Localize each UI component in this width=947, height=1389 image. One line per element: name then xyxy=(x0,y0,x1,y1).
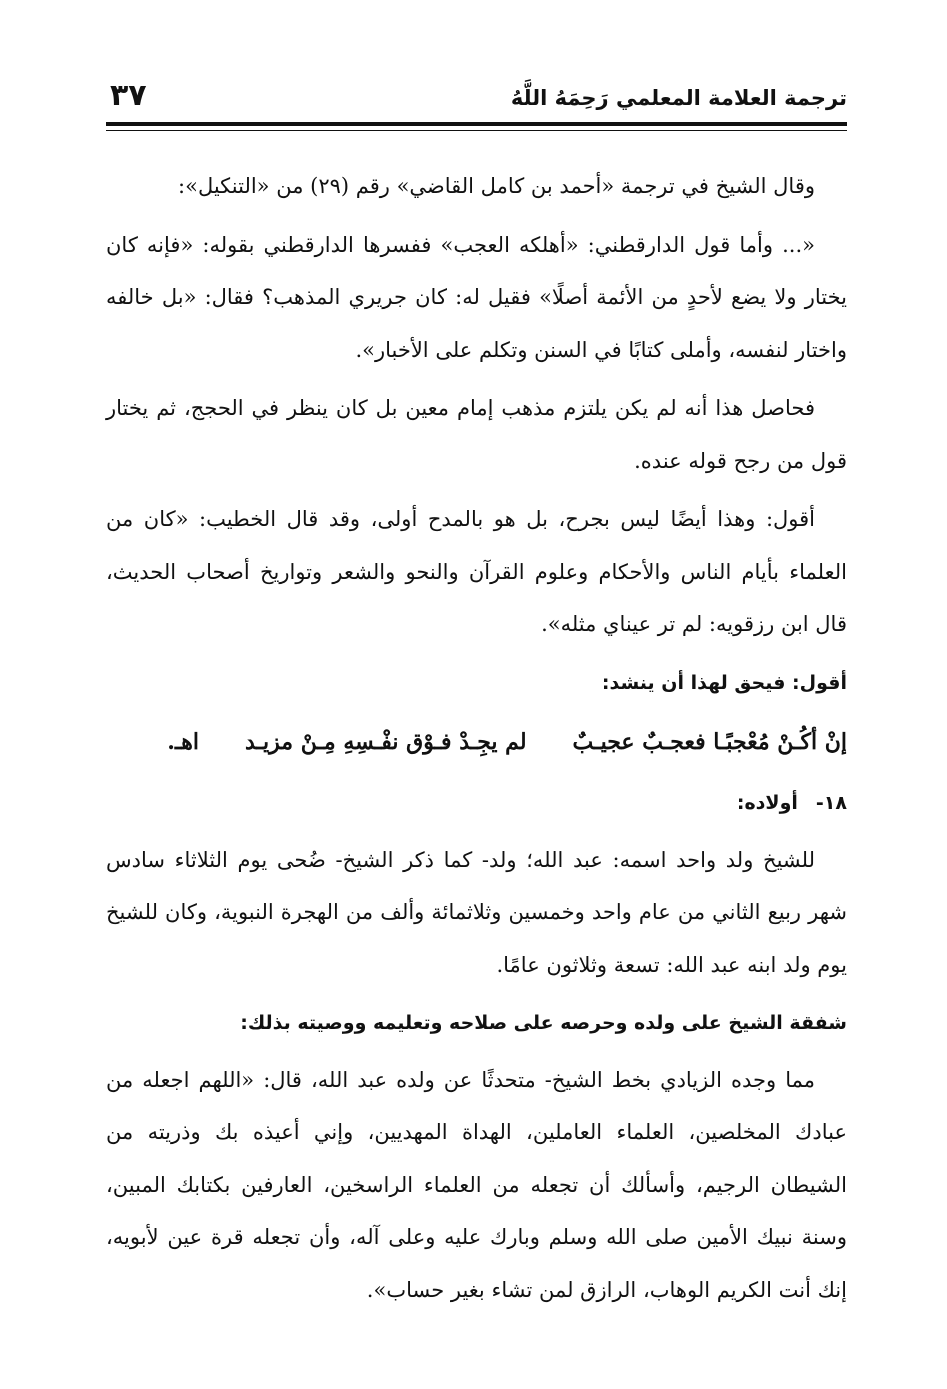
page-body xyxy=(106,160,847,1322)
paragraph-prayer: مما وجده الزيادي بخط الشيخ- متحدثًا عن ولده عبد الله، قال: «اللهم اجعله من عبادك المخلصين، العلماء العاملين، الهداة المهديين، وإني أعيذه بك وذريته من الشيطان الرجيم، وأسألك أن تجعله من العلماء الراسخين، العارفين بكتابك المبين، وسنة نبيك الأمين صلى الله وسلم وبارك عليه وعلى آله، وأن تجعله قرة عين لأبويه، إنك أنت الكريم الوهاب، الرازق لمن تشاء بغير حساب». xyxy=(106,1067,847,1302)
subheading-care: شفقة الشيخ على ولده وحرصه على صلاحه وتعليمه ووصيته بذلك: xyxy=(240,1012,847,1034)
header-rule-thick xyxy=(106,122,847,126)
paragraph-children: للشيخ ولد واحد اسمه: عبد الله؛ ولد- كما ذكر الشيخ- ضُحى يوم الثلاثاء سادس شهر ربيع الثاني من عام واحد وخمسين وثلاثمائة وألف من الهجرة النبوية، وكان للشيخ يوم ولد ابنه عبد الله: تسعة وثلاثون عامًا. xyxy=(106,847,847,977)
verse-intro: أقول: فيحق لهذا أن ينشد: xyxy=(601,671,847,694)
running-title: ترجمة العلامة المعلمي رَحِمَهُ اللَّهُ xyxy=(510,86,847,110)
paragraph-khatib: أقول: وهذا أيضًا ليس بجرح، بل هو بالمدح أولى، وقد قال الخطيب: «كان من العلماء بأيام الناس والأحكام وعلوم القرآن والنحو والشعر وتواريخ أصحاب الحديث، قال ابن رزقويه: لم تر عيناي مثله». xyxy=(106,507,847,636)
verse-hemistich-1: إنْ أكُـنْ مُعْجبًـا فعجـبٌ عجيـبٌ xyxy=(572,728,847,755)
header-rule-thin xyxy=(106,130,847,131)
verse-ending: اهـ. xyxy=(167,728,200,755)
paragraph-quote-daraqutni: «... وأما قول الدارقطني: «أهلكه العجب» ففسرها الدارقطني بقوله: «فإنه كان يختار ولا يضع لأحدٍ من الأئمة أصلًا» فقيل له: كان جريري المذهب؟ فقال: «بل خالفه واختار لنفسه، وأملى كتابًا في السنن وتكلم على الأخبار». xyxy=(106,232,847,362)
paragraph-summary: فحاصل هذا أنه لم يكن يلتزم مذهب إمام معين بل كان ينظر في الحجج، ثم يختار قول من رجح قوله عنده. xyxy=(106,396,847,473)
paragraph-intro: وقال الشيخ في ترجمة «أحمد بن كامل القاضي» رقم (٢٩) من «التنكيل»: xyxy=(178,174,815,198)
page-header xyxy=(106,70,847,130)
verse-hemistich-2: لم يجِـدْ فـوْق نفْـسِهِ مِـنْ مزيـد xyxy=(245,728,527,755)
section-number: ١٨- xyxy=(815,792,847,814)
poetry-verse xyxy=(106,713,847,771)
section-heading xyxy=(106,777,847,830)
section-title: أولاده: xyxy=(736,792,798,814)
page-number: ٣٧ xyxy=(110,78,147,113)
